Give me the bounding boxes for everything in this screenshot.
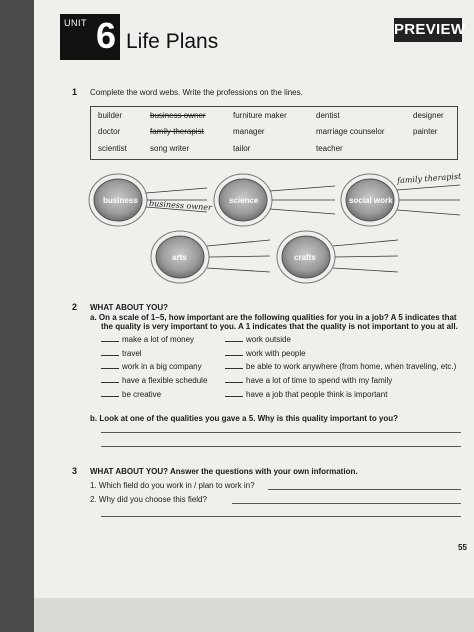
unit-number: 6 bbox=[96, 15, 117, 56]
page-title: Life Plans bbox=[126, 30, 219, 53]
answer-line[interactable] bbox=[101, 432, 461, 433]
quality-item: work with people bbox=[225, 349, 306, 358]
word-bank-item: scientist bbox=[98, 144, 127, 153]
rating-blank[interactable] bbox=[101, 335, 119, 342]
rating-blank[interactable] bbox=[101, 390, 119, 397]
rating-blank[interactable] bbox=[101, 376, 119, 383]
web-label-business: business bbox=[103, 196, 138, 205]
handwritten-answer-business: business owner bbox=[148, 198, 213, 213]
preview-badge: PREVIEW bbox=[394, 18, 462, 42]
rating-blank[interactable] bbox=[225, 390, 243, 397]
exercise-2a-instruction-line2: the quality is very important to you. A 1 indicates that the quality is not important to you at all. bbox=[101, 322, 458, 331]
word-bank-item: teacher bbox=[316, 144, 343, 153]
quality-item: have a job that people think is important bbox=[225, 390, 387, 399]
rating-blank[interactable] bbox=[225, 376, 243, 383]
exercise-3-question-2: 2. Why did you choose this field? bbox=[90, 495, 207, 504]
answer-line[interactable] bbox=[268, 489, 461, 490]
exercise-3-heading: WHAT ABOUT YOU? Answer the questions with your own information. bbox=[90, 467, 358, 476]
web-label-social-work: social work bbox=[349, 196, 393, 205]
handwritten-answer-social-work: family therapist bbox=[396, 171, 462, 186]
word-bank-item: doctor bbox=[98, 127, 121, 136]
unit-label: UNIT bbox=[64, 18, 87, 28]
quality-item: have a lot of time to spend with my family bbox=[225, 376, 392, 385]
exercise-2-heading: WHAT ABOUT YOU? bbox=[90, 303, 169, 312]
web-arts-lines bbox=[207, 240, 270, 272]
web-science-lines bbox=[270, 186, 335, 214]
rating-blank[interactable] bbox=[225, 349, 243, 356]
exercise-1-number: 1 bbox=[72, 87, 78, 97]
answer-line[interactable] bbox=[232, 503, 461, 504]
web-label-crafts: crafts bbox=[294, 253, 316, 262]
word-bank-item: tailor bbox=[233, 144, 251, 153]
answer-line[interactable] bbox=[101, 516, 461, 517]
rating-blank[interactable] bbox=[225, 335, 243, 342]
page-number: 55 bbox=[458, 543, 467, 552]
word-bank-item: painter bbox=[413, 127, 438, 136]
word-bank-item: furniture maker bbox=[233, 111, 287, 120]
word-bank-item-struck: business owner bbox=[150, 111, 206, 120]
answer-line[interactable] bbox=[101, 446, 461, 447]
quality-item: travel bbox=[101, 349, 142, 358]
quality-item: be able to work anywhere (from home, when traveling, etc.) bbox=[225, 362, 456, 371]
web-label-arts: arts bbox=[172, 253, 187, 262]
word-bank-item: builder bbox=[98, 111, 123, 120]
rating-blank[interactable] bbox=[225, 362, 243, 369]
exercise-2a-instruction-line1: a. On a scale of 1–5, how important are the following qualities for you in a job? A 5 indicates that bbox=[90, 313, 457, 322]
exercise-2-number: 2 bbox=[72, 302, 78, 312]
exercise-3-question-1: 1. Which field do you work in / plan to work in? bbox=[90, 481, 255, 490]
exercise-3-number: 3 bbox=[72, 466, 78, 476]
rating-blank[interactable] bbox=[101, 349, 119, 356]
quality-item: work outside bbox=[225, 335, 291, 344]
web-label-science: science bbox=[229, 196, 259, 205]
word-bank-item-struck: family therapist bbox=[150, 127, 204, 136]
exercise-2b-prompt: b. Look at one of the qualities you gave a 5. Why is this quality important to you? bbox=[90, 414, 399, 423]
quality-item: make a lot of money bbox=[101, 335, 194, 344]
word-bank-item: song writer bbox=[150, 144, 190, 153]
quality-item: work in a big company bbox=[101, 362, 202, 371]
word-bank-item: designer bbox=[413, 111, 444, 120]
word-bank-item: dentist bbox=[316, 111, 340, 120]
quality-item: have a flexible schedule bbox=[101, 376, 207, 385]
quality-item: be creative bbox=[101, 390, 161, 399]
web-crafts-lines bbox=[333, 240, 398, 272]
word-bank-item: marriage counselor bbox=[316, 127, 385, 136]
rating-blank[interactable] bbox=[101, 362, 119, 369]
exercise-1-instruction: Complete the word webs. Write the professions on the lines. bbox=[90, 88, 303, 97]
word-bank-item: manager bbox=[233, 127, 265, 136]
web-social-work-lines bbox=[397, 185, 460, 215]
